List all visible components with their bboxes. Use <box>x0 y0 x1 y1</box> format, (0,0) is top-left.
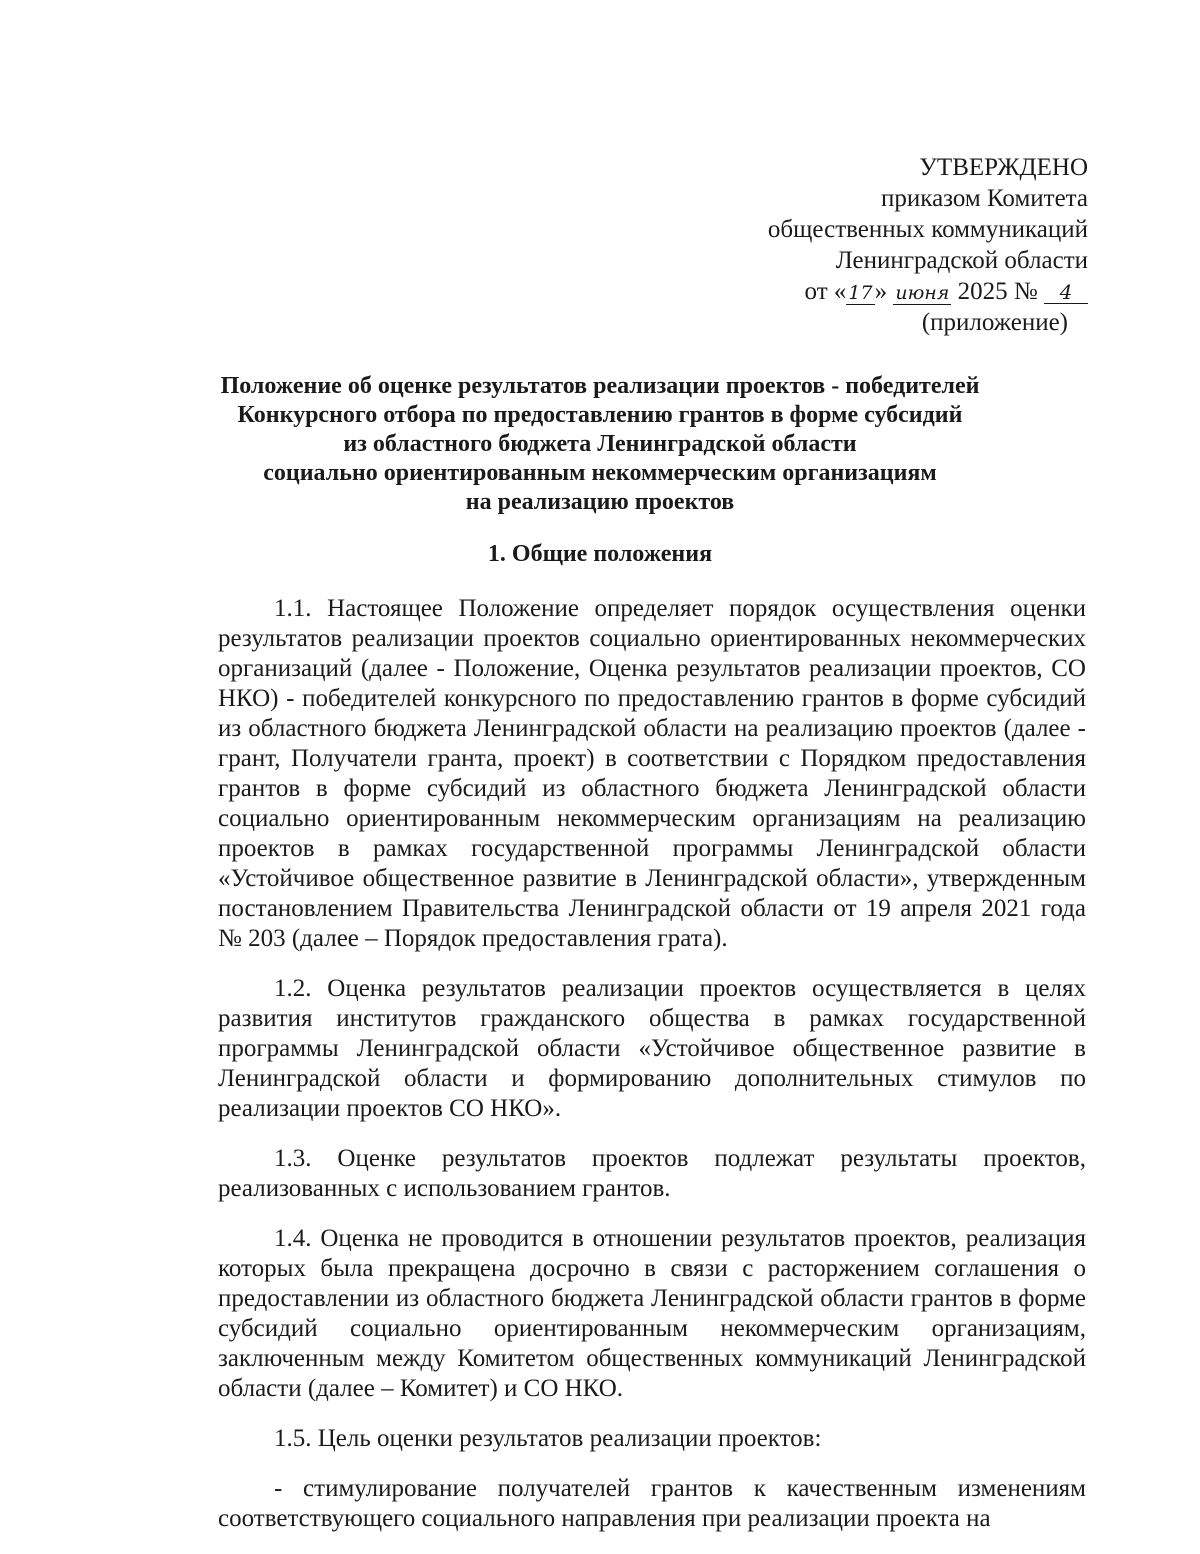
approval-order-line: приказом Комитета <box>881 185 1088 212</box>
handwritten-month: июня <box>895 282 950 304</box>
section-heading: 1. Общие положения <box>487 541 713 567</box>
date-prefix: от « <box>804 278 847 305</box>
paragraph-1-2: 1.2. Оценка результатов реализации проектов осуществляется в целях развития институтов гражданского общества в рамках государственной программы Ленинградской области «Устойчивое общественное развитие в Ленинградской области и формированию дополнительных стимулов по реализации проектов СО НКО». <box>218 975 1086 1122</box>
document-body <box>218 594 1086 1554</box>
approved-label: УТВЕРЖДЕНО <box>919 154 1088 181</box>
paragraph-1-4: 1.4. Оценка не проводится в отношении результатов проектов, реализация которых была прекращена досрочно в связи с расторжением соглашения о предоставлении из областного бюджета Ленинградской области грантов в форме субсидий социально ориентированным некоммерческим организациям, заключенным между Комитетом общественных коммуникаций Ленинградской области (далее – Комитет) и СО НКО. <box>218 1225 1086 1402</box>
paragraph-1-1: 1.1. Настоящее Положение определяет порядок осуществления оценки результатов реализации проектов социально ориентированных некоммерческих организаций (далее - Положение, Оценка результатов реализации проектов, СО НКО) - победителей конкурсного по предоставлению грантов в форме субсидий из областного бюджета Ленинградской области на реализацию проектов (далее - грант, Получатели гранта, проект) в соответствии с Порядком предоставления грантов в форме субсидий из областного бюджета Ленинградской области социально ориентированным некоммерческим организациям на реализацию проектов в рамках государственной программы Ленинградской области «Устойчивое общественное развитие в Ленинградской области», утвержденным постановлением Правительства Ленинградской области от 19 апреля 2021 года № 203 (далее – Порядок предоставления грата). <box>218 595 1086 952</box>
document-title <box>150 372 1050 517</box>
paragraph-list-item: - стимулирование получателей грантов к качественным изменениям соответствующего социального направления при реализации проекта на <box>218 1475 1086 1532</box>
handwritten-day: 17 <box>848 282 873 304</box>
date-mid: » <box>874 278 888 305</box>
appendix-label: (приложение) <box>921 309 1068 336</box>
approval-stamp-block <box>768 152 1088 338</box>
title-line-5: на реализацию проектов <box>465 489 735 515</box>
title-line-1: Положение об оценке результатов реализации проектов - победителей <box>220 373 980 399</box>
title-line-4: социально ориентированным некоммерческим организациям <box>263 460 937 486</box>
date-year-number: 2025 № <box>957 278 1038 305</box>
paragraph-1-3: 1.3. Оценке результатов проектов подлежат результаты проектов, реализованных с использованием грантов. <box>218 1145 1086 1202</box>
approval-region-line: Ленинградской области <box>835 247 1088 274</box>
approval-date-line <box>768 276 1088 307</box>
approval-committee-line: общественных коммуникаций <box>767 216 1088 243</box>
title-line-3: из областного бюджета Ленинградской области <box>343 431 857 457</box>
handwritten-order-number: 4 <box>1044 281 1088 304</box>
title-line-2: Конкурсного отбора по предоставлению грантов в форме субсидий <box>237 402 963 428</box>
paragraph-1-5: 1.5. Цель оценки результатов реализации проектов: <box>274 1425 822 1452</box>
